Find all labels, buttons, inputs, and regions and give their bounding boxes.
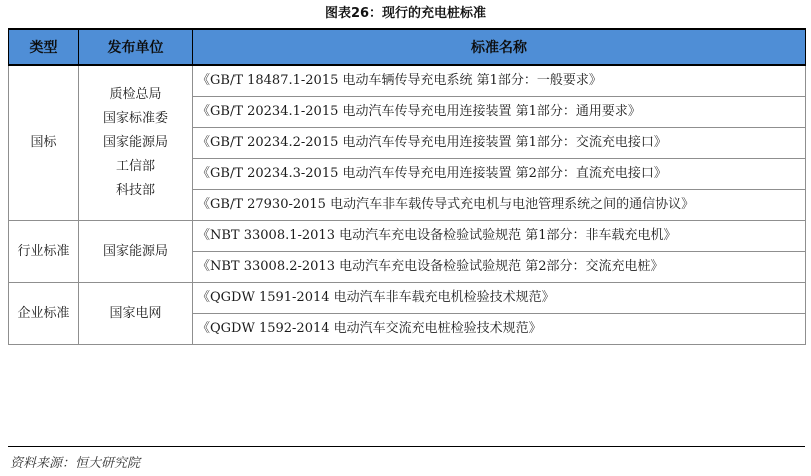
- publisher-name: 科技部: [115, 183, 155, 198]
- publisher-name: 国家标准委: [102, 111, 168, 126]
- header-publisher: 发布单位: [79, 29, 193, 65]
- standard-name-cell: 《QGDW 1592-2014 电动汽车交流充电桩检验技术规范》: [193, 314, 806, 345]
- table-header-row: [9, 29, 806, 65]
- publisher-name: 国家能源局: [102, 135, 168, 150]
- standards-table: [8, 28, 806, 345]
- publisher-cell: [79, 221, 193, 283]
- publisher-cell: [79, 283, 193, 345]
- standard-name-cell: 《GB/T 18487.1-2015 电动车辆传导充电系统 第1部分：一般要求》: [193, 65, 806, 97]
- standard-name-cell: 《QGDW 1591-2014 电动汽车非车载充电机检验技术规范》: [193, 283, 806, 314]
- standard-name-cell: 《GB/T 20234.1-2015 电动汽车传导充电用连接装置 第1部分：通用要求》: [193, 97, 806, 128]
- standard-name-cell: 《NBT 33008.1-2013 电动汽车充电设备检验试验规范 第1部分：非车载充电机》: [193, 221, 806, 252]
- standard-name-cell: 《GB/T 27930-2015 电动汽车非车载传导式充电机与电池管理系统之间的通信协议》: [193, 190, 806, 221]
- publisher-name: 工信部: [115, 159, 155, 174]
- publisher-name: 国家能源局: [102, 243, 168, 259]
- standard-name-cell: 《GB/T 20234.3-2015 电动汽车传导充电用连接装置 第2部分：直流充电接口》: [193, 159, 806, 190]
- header-type: 类型: [9, 29, 79, 65]
- table-row: [9, 65, 806, 97]
- footer-rule: [8, 446, 805, 447]
- table-title: 图表26：现行的充电桩标准: [324, 6, 487, 21]
- standard-name-cell: 《GB/T 20234.2-2015 电动汽车传导充电用连接装置 第1部分：交流充电接口》: [193, 128, 806, 159]
- category-cell: 国标: [9, 65, 79, 221]
- publisher-name: 质检总局: [109, 87, 162, 102]
- publisher-cell: [79, 65, 193, 221]
- standard-name-cell: 《NBT 33008.2-2013 电动汽车充电设备检验试验规范 第2部分：交流充电桩》: [193, 252, 806, 283]
- publisher-name: 国家电网: [109, 305, 162, 321]
- table-row: [9, 283, 806, 314]
- category-cell: 企业标准: [9, 283, 79, 345]
- category-cell: 行业标准: [9, 221, 79, 283]
- table-row: [9, 221, 806, 252]
- header-standard-name: 标准名称: [193, 29, 806, 65]
- source-note: 资料来源：恒大研究院: [10, 456, 141, 471]
